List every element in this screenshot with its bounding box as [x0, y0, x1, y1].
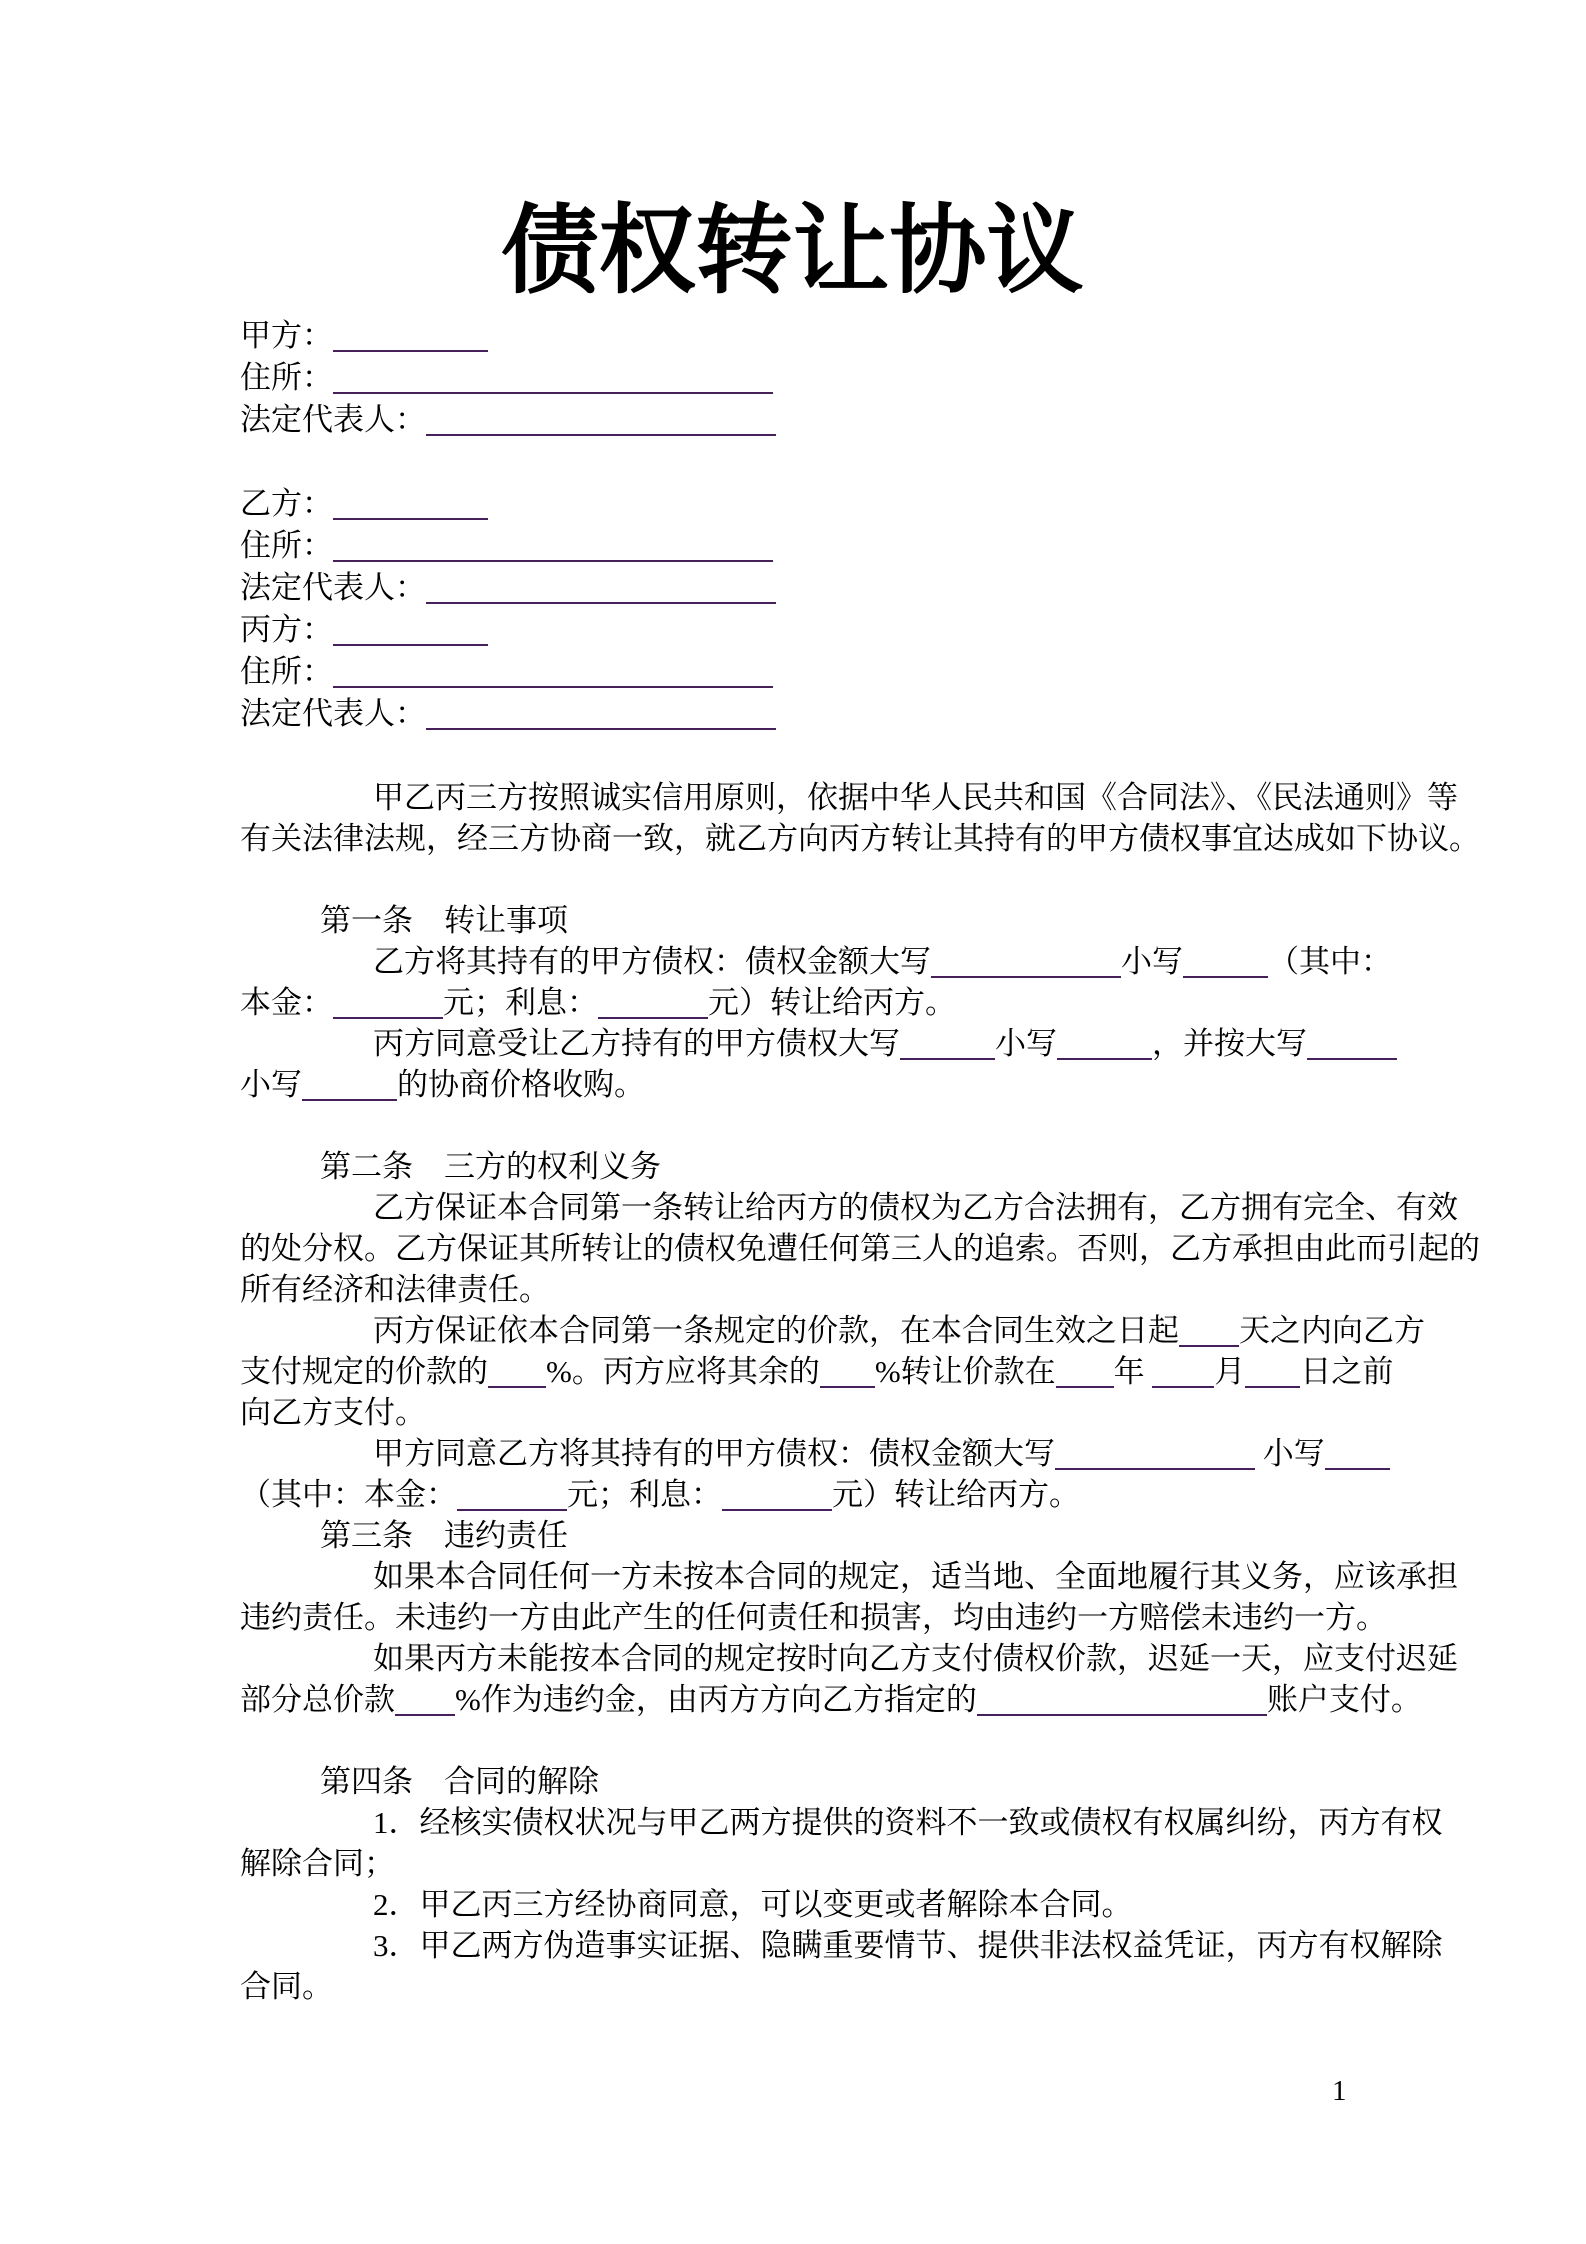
fill-in-blank	[1056, 1378, 1114, 1388]
document-title: 债权转让协议	[501, 198, 1084, 305]
party-fields-block	[240, 315, 1345, 735]
text-line	[240, 1966, 1345, 2007]
text-run: 元）转让给丙方。	[832, 1477, 1080, 1512]
fill-in-blank	[333, 678, 773, 688]
fill-in-blank	[488, 1378, 546, 1388]
text-line	[240, 1187, 1458, 1228]
text-run: 小写	[995, 1026, 1057, 1061]
form-field-row	[240, 693, 1345, 735]
text-run: 第三条 违约责任	[320, 1518, 568, 1553]
fill-in-blank	[395, 1706, 455, 1716]
blank-line	[240, 1105, 1345, 1146]
page-number: 1	[1332, 2075, 1347, 2107]
text-run: 住所：	[240, 360, 333, 395]
text-line	[240, 1433, 1345, 1474]
blank-line	[240, 859, 1345, 900]
text-run: （其中：	[1268, 944, 1392, 979]
fill-in-blank	[333, 384, 773, 394]
text-run: 丙方保证依本合同第一条规定的价款，在本合同生效之日起	[373, 1313, 1179, 1348]
text-run: 丙方同意受让乙方持有的甲方债权大写	[373, 1026, 900, 1061]
text-line	[240, 1351, 1394, 1392]
fill-in-blank	[333, 636, 488, 646]
section-heading	[240, 1146, 1345, 1187]
text-run: 如果丙方未能按本合同的规定按时向乙方支付债权价款，迟延一天，应支付迟延	[373, 1641, 1458, 1676]
section-heading	[240, 1515, 1345, 1556]
text-line	[240, 1556, 1458, 1597]
text-line	[240, 1802, 1443, 1843]
text-line	[240, 1474, 1345, 1515]
fill-in-blank	[333, 510, 488, 520]
text-run: 支付规定的价款的	[240, 1354, 488, 1389]
text-run: （其中：本金：	[240, 1477, 457, 1512]
text-run: 所有经济和法律责任。	[240, 1272, 550, 1307]
text-run: 甲方：	[240, 318, 333, 353]
text-run: 账户支付。	[1266, 1682, 1422, 1717]
fill-in-blank	[1057, 1050, 1152, 1060]
text-run: 第二条 三方的权利义务	[320, 1149, 661, 1184]
contract-body	[240, 777, 1480, 2007]
section-heading	[240, 1761, 1345, 1802]
text-run: 住所：	[240, 528, 333, 563]
text-run: 甲乙丙三方按照诚实信用原则，依据中华人民共和国《合同法》、《民法通则》等	[373, 780, 1458, 815]
form-field-row	[240, 609, 1345, 651]
blank-line	[240, 441, 1345, 483]
text-run: 合同。	[240, 1969, 333, 2004]
text-run: 住所：	[240, 654, 333, 689]
text-run: %转让价款在	[874, 1354, 1056, 1389]
text-run: 2．甲乙丙三方经协商同意，可以变更或者解除本合同。	[373, 1887, 1133, 1922]
text-run: 违约责任。未违约一方由此产生的任何责任和损害，均由违约一方赔偿未违约一方。	[240, 1600, 1387, 1635]
form-field-row	[240, 483, 1345, 525]
text-run: 甲方同意乙方将其持有的甲方债权：债权金额大写	[373, 1436, 1055, 1471]
text-run: 小写	[1255, 1436, 1325, 1471]
form-field-row	[240, 567, 1345, 609]
form-field-row	[240, 525, 1345, 567]
text-line	[240, 1310, 1425, 1351]
text-line	[240, 1228, 1480, 1269]
form-field-row	[240, 399, 1345, 441]
text-line	[240, 1884, 1345, 1925]
text-run: 乙方保证本合同第一条转让给丙方的债权为乙方合法拥有，乙方拥有完全、有效	[373, 1190, 1458, 1225]
text-run: 丙方：	[240, 612, 333, 647]
fill-in-blank	[900, 1050, 995, 1060]
fill-in-blank	[977, 1706, 1267, 1716]
text-run: 有关法律法规，经三方协商一致，就乙方向丙方转让其持有的甲方债权事宜达成如下协议。	[240, 821, 1480, 856]
text-run: 如果本合同任何一方未按本合同的规定，适当地、全面地履行其义务，应该承担	[373, 1559, 1458, 1594]
fill-in-blank	[1152, 1378, 1214, 1388]
text-line	[240, 1392, 1345, 1433]
text-run: 天之内向乙方	[1239, 1313, 1425, 1348]
blank-line	[240, 1720, 1345, 1761]
fill-in-blank	[333, 342, 488, 352]
fill-in-blank	[1245, 1378, 1300, 1388]
fill-in-blank	[426, 594, 776, 604]
form-field-row	[240, 651, 1345, 693]
text-line	[240, 1925, 1443, 1966]
text-run: 元；利息：	[567, 1477, 722, 1512]
text-line	[240, 982, 1345, 1023]
text-line	[240, 818, 1480, 859]
text-run: 法定代表人：	[240, 402, 426, 437]
fill-in-blank	[333, 1009, 443, 1019]
fill-in-blank	[1055, 1460, 1255, 1470]
fill-in-blank	[598, 1009, 708, 1019]
text-run: 第一条 转让事项	[320, 903, 568, 938]
text-run: 法定代表人：	[240, 570, 426, 605]
fill-in-blank	[820, 1378, 875, 1388]
text-run: 向乙方支付。	[240, 1395, 426, 1430]
text-run: 年	[1113, 1354, 1153, 1389]
text-run: 月	[1214, 1354, 1246, 1389]
fill-in-blank	[426, 720, 776, 730]
text-line	[240, 1638, 1458, 1679]
text-line	[240, 1843, 1345, 1884]
text-run: 法定代表人：	[240, 696, 426, 731]
form-field-row	[240, 357, 1345, 399]
text-line	[240, 1597, 1387, 1638]
text-line	[240, 1679, 1422, 1720]
text-line	[240, 1269, 1345, 1310]
fill-in-blank	[1183, 968, 1268, 978]
text-run: 小写	[240, 1067, 302, 1102]
text-run: 的处分权。乙方保证其所转让的债权免遭任何第三人的追索。否则，乙方承担由此而引起的	[240, 1231, 1480, 1266]
fill-in-blank	[302, 1091, 397, 1101]
fill-in-blank	[1179, 1337, 1239, 1347]
text-run: ，并按大写	[1152, 1026, 1307, 1061]
text-run: 解除合同；	[240, 1846, 395, 1881]
fill-in-blank	[1307, 1050, 1397, 1060]
form-field-row	[240, 315, 1345, 357]
text-run: %作为违约金，由丙方方向乙方指定的	[455, 1682, 977, 1717]
text-run: 的协商价格收购。	[397, 1067, 645, 1102]
fill-in-blank	[931, 968, 1121, 978]
text-run: 日之前	[1300, 1354, 1394, 1389]
text-run: %。丙方应将其余的	[546, 1354, 820, 1389]
text-run: 第四条 合同的解除	[320, 1764, 599, 1799]
text-line	[240, 1064, 1345, 1105]
section-heading	[240, 900, 1345, 941]
text-run: 乙方：	[240, 486, 333, 521]
fill-in-blank	[426, 426, 776, 436]
text-line	[240, 941, 1392, 982]
text-run: 小写	[1121, 944, 1183, 979]
text-run: 部分总价款	[240, 1682, 395, 1717]
fill-in-blank	[457, 1501, 567, 1511]
text-run: 元；利息：	[443, 985, 598, 1020]
text-run: 元）转让给丙方。	[708, 985, 956, 1020]
text-run: 本金：	[240, 985, 333, 1020]
text-line	[240, 777, 1458, 818]
text-run: 1．经核实债权状况与甲乙两方提供的资料不一致或债权有权属纠纷，丙方有权	[373, 1805, 1443, 1840]
text-run: 3．甲乙两方伪造事实证据、隐瞒重要情节、提供非法权益凭证，丙方有权解除	[373, 1928, 1443, 1963]
text-line	[240, 1023, 1345, 1064]
fill-in-blank	[1325, 1460, 1390, 1470]
text-run: 乙方将其持有的甲方债权：债权金额大写	[373, 944, 931, 979]
fill-in-blank	[722, 1501, 832, 1511]
fill-in-blank	[333, 552, 773, 562]
